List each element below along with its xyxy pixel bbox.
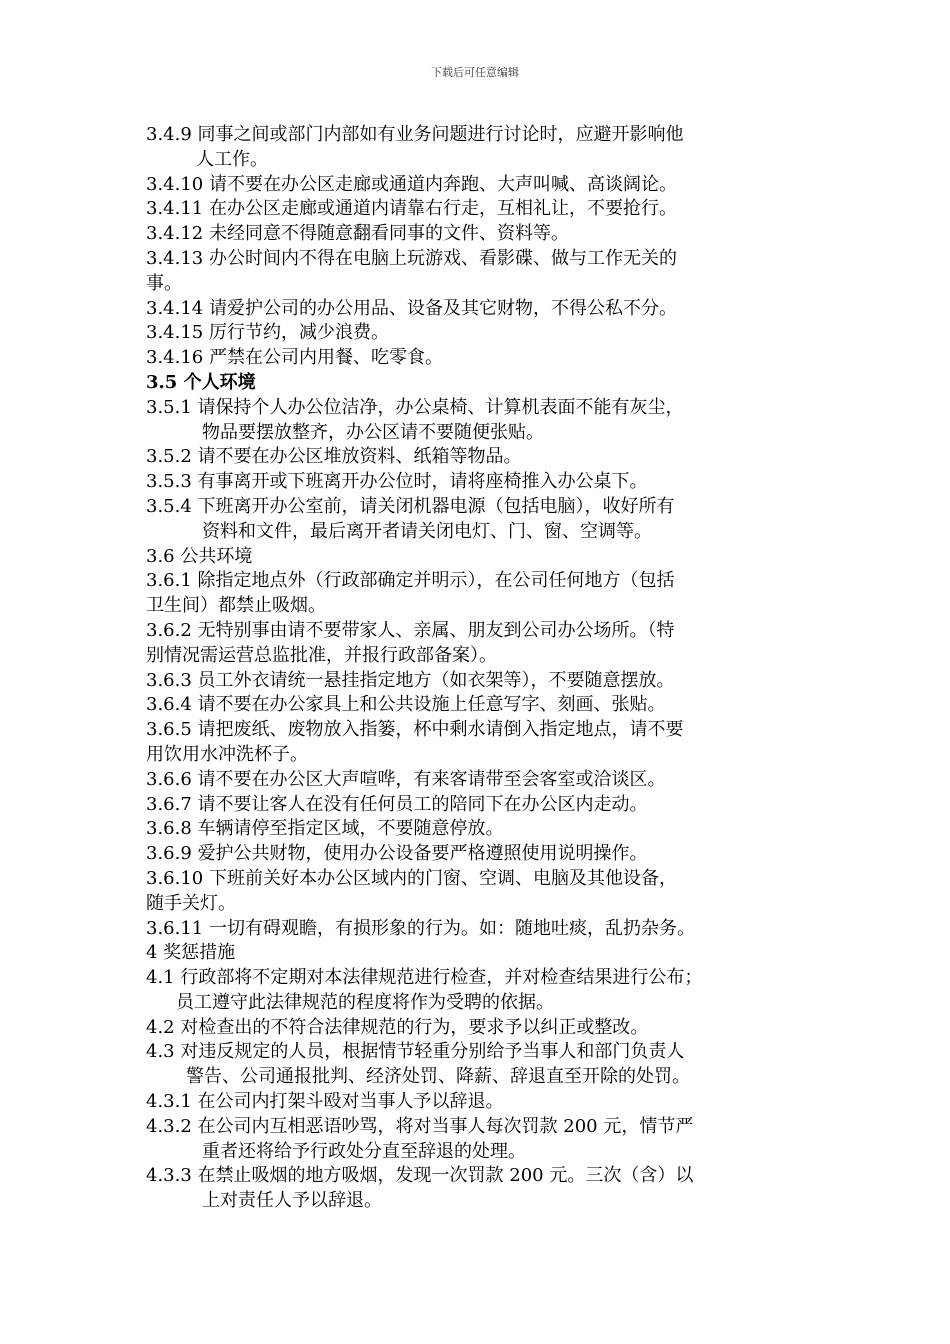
document-line: 3.6.7 请不要让客人在没有任何员工的陪同下在办公区内走动。 bbox=[146, 793, 648, 815]
document-line: 3.4.11 在办公区走廊或通道内请靠右行走，互相礼让，不要抢行。 bbox=[146, 198, 677, 220]
document-line: 4.3.3 在禁止吸烟的地方吸烟，发现一次罚款 200 元。三次（含）以 bbox=[146, 1165, 694, 1187]
document-line: 3.4.13 办公时间内不得在电脑上玩游戏、看影碟、做与工作无关的 bbox=[146, 247, 677, 269]
page-header-note: 下载后可任意编辑 bbox=[431, 66, 519, 79]
document-line: 4.3.2 在公司内互相恶语吵骂，将对当事人每次罚款 200 元，情节严 bbox=[146, 1115, 694, 1137]
document-line: 人工作。 bbox=[196, 148, 268, 170]
document-body bbox=[146, 123, 814, 1214]
document-line: 3.6.5 请把废纸、废物放入指篓，杯中剩水请倒入指定地点，请不要 bbox=[146, 719, 684, 741]
document-line: 3.5.4 下班离开办公室前，请关闭机器电源（包括电脑），收好所有 bbox=[146, 495, 675, 517]
document-line: 4.3 对违反规定的人员，根据情节轻重分别给予当事人和部门负责人 bbox=[146, 1041, 685, 1063]
document-line: 3.5.2 请不要在办公区堆放资料、纸箱等物品。 bbox=[146, 446, 522, 468]
document-line: 警告、公司通报批判、经济处罚、降薪、辞退直至开除的处罚。 bbox=[186, 1066, 690, 1088]
document-line: 3.4.12 未经同意不得随意翻看同事的文件、资料等。 bbox=[146, 223, 569, 245]
document-line: 卫生间）都禁止吸烟。 bbox=[146, 595, 326, 617]
document-line: 物品要摆放整齐，办公区请不要随便张贴。 bbox=[202, 421, 544, 443]
document-line: 用饮用水冲洗杯子。 bbox=[146, 743, 308, 765]
document-line: 3.6.1 除指定地点外（行政部确定并明示），在公司任何地方（包括 bbox=[146, 570, 675, 592]
document-line: 资料和文件，最后离开者请关闭电灯、门、窗、空调等。 bbox=[202, 520, 652, 542]
document-line: 4.2 对检查出的不符合法律规范的行为，要求予以纠正或整改。 bbox=[146, 1016, 649, 1038]
document-line: 4 奖惩措施 bbox=[146, 942, 236, 964]
document-line: 别情况需运营总监批准，并报行政部备案）。 bbox=[146, 644, 497, 666]
document-line: 3.6.4 请不要在办公家具上和公共设施上任意写字、刻画、张贴。 bbox=[146, 694, 666, 716]
document-line: 3.6.2 无特别事由请不要带家人、亲属、朋友到公司办公场所。（特 bbox=[146, 619, 675, 641]
document-line: 重者还将给予行政处分直至辞退的处理。 bbox=[202, 1140, 526, 1162]
document-line: 3.4.14 请爱护公司的办公用品、设备及其它财物，不得公私不分。 bbox=[146, 297, 677, 319]
document-line: 3.6.3 员工外衣请统一悬挂指定地方（如衣架等），不要随意摆放。 bbox=[146, 669, 675, 691]
document-line: 事。 bbox=[146, 272, 182, 294]
document-line: 3.6.8 车辆请停至指定区域，不要随意停放。 bbox=[146, 818, 504, 840]
document-line: 3.6.11 一切有碍观瞻，有损形象的行为。如：随地吐痰，乱扔杂务。 bbox=[146, 917, 695, 939]
document-line: 3.6 公共环境 bbox=[146, 545, 253, 567]
document-line: 3.6.10 下班前关好本办公区域内的门窗、空调、电脑及其他设备， bbox=[146, 867, 677, 889]
document-line: 3.5 个人环境 bbox=[146, 371, 256, 393]
document-line: 4.1 行政部将不定期对本法律规范进行检查，并对检查结果进行公布； bbox=[146, 967, 703, 989]
document-line: 员工遵守此法律规范的程度将作为受聘的依据。 bbox=[176, 991, 554, 1013]
document-line: 3.5.3 有事离开或下班离开办公位时，请将座椅推入办公桌下。 bbox=[146, 471, 648, 493]
document-line: 3.5.1 请保持个人办公位洁净，办公桌椅、计算机表面不能有灰尘， bbox=[146, 396, 684, 418]
document-line: 3.6.6 请不要在办公区大声喧哗，有来客请带至会客室或洽谈区。 bbox=[146, 768, 666, 790]
document-line: 3.4.15 厉行节约，减少浪费。 bbox=[146, 322, 389, 344]
document-line: 3.4.9 同事之间或部门内部如有业务问题进行讨论时，应避开影响他 bbox=[146, 124, 684, 145]
document-line: 3.6.9 爱护公共财物，使用办公设备要严格遵照使用说明操作。 bbox=[146, 843, 648, 865]
document-line: 4.3.1 在公司内打架斗殴对当事人予以辞退。 bbox=[146, 1091, 504, 1113]
document-line: 随手关灯。 bbox=[146, 892, 236, 914]
document-line: 上对责任人予以辞退。 bbox=[202, 1190, 382, 1212]
document-line: 3.4.16 严禁在公司内用餐、吃零食。 bbox=[146, 347, 443, 369]
document-line: 3.4.10 请不要在办公区走廊或通道内奔跑、大声叫喊、高谈阔论。 bbox=[146, 173, 677, 195]
